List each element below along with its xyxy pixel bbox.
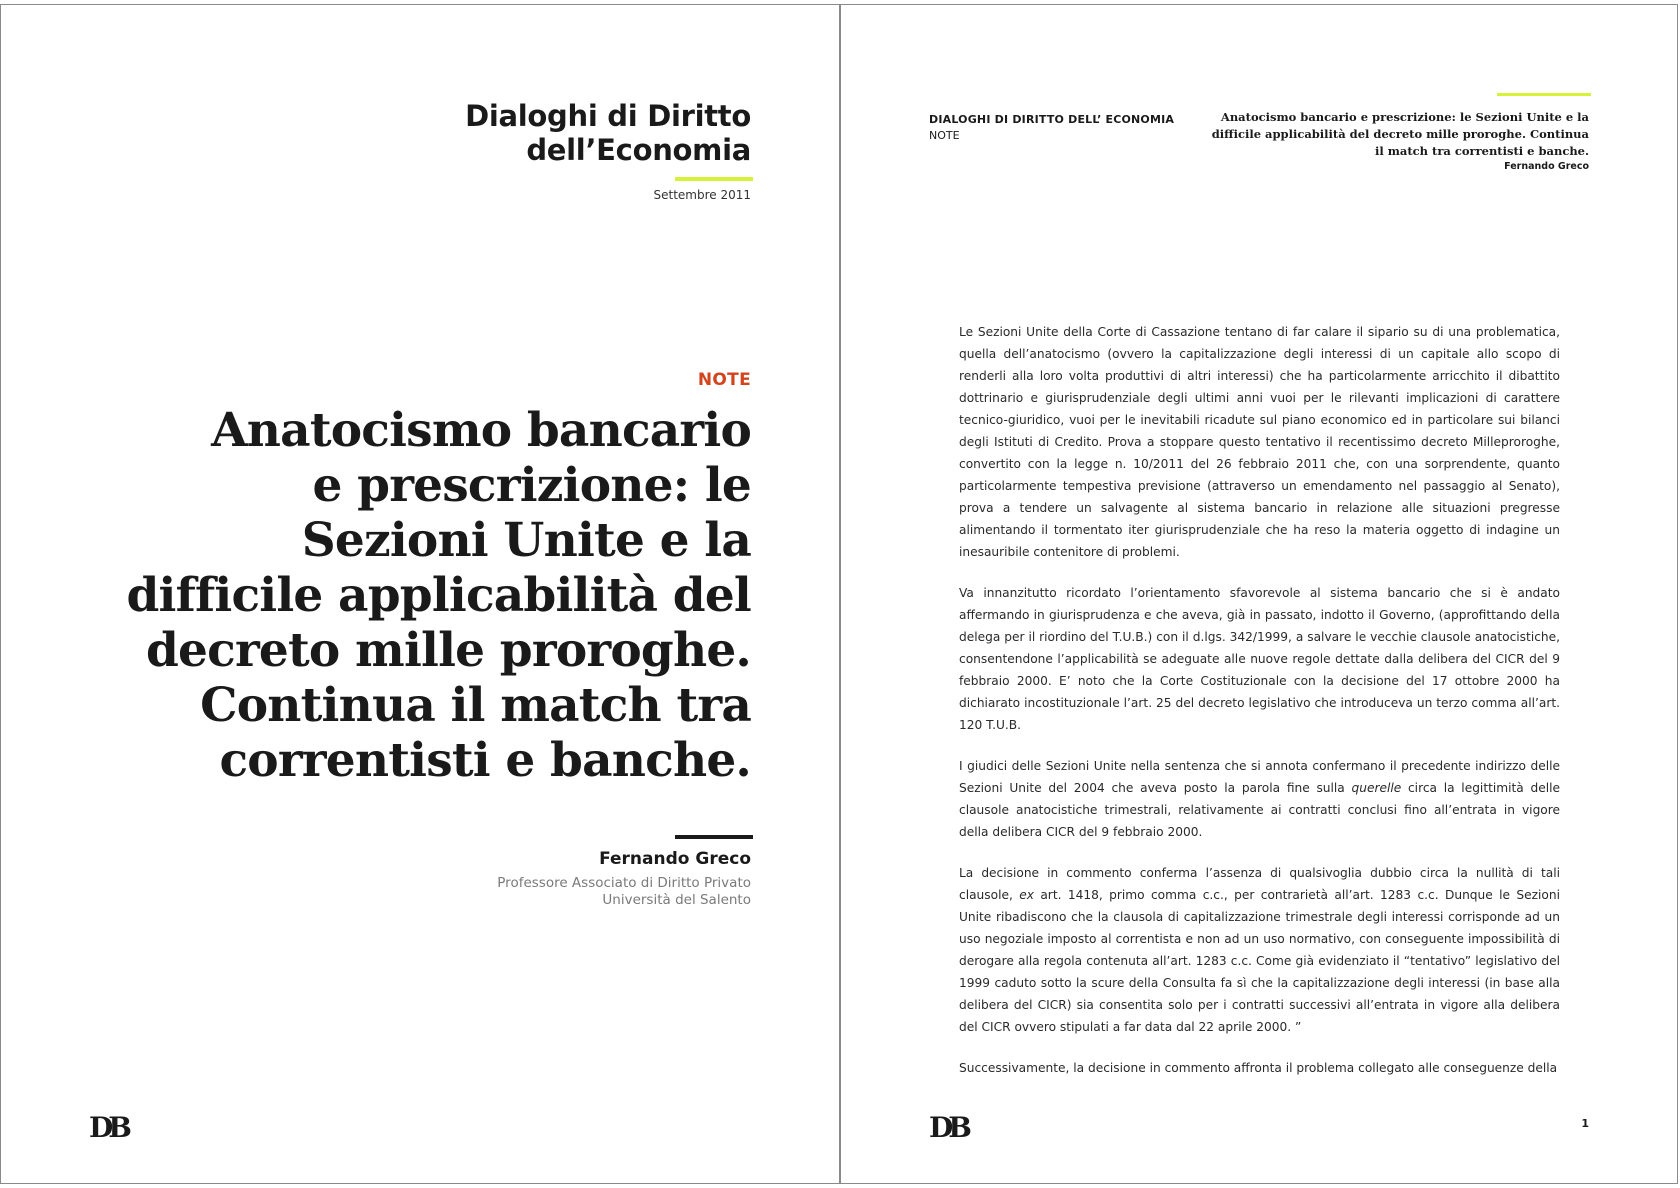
accent-divider <box>1497 93 1591 96</box>
body-paragraph: Successivamente, la decisione in commento affronta il problema collegato alle conseguenze della <box>959 1061 1558 1075</box>
body-paragraph: I giudici delle Sezioni Unite nella sentenza che si annota confermano il precedente indirizzo delle Sezioni Unite del 2004 che aveva posto la parola fine sulla querelle circa la legittimità delle clausole anatocistiche trimestrali, relativamente ai contratti conclusi fino all’entrata in vigore della delibera CICR del 9 febbraio 2000. <box>959 759 1561 839</box>
article-title-line: e prescrizione: le <box>312 458 751 513</box>
issue-date: Settembre 2011 <box>653 188 751 202</box>
author-affiliation <box>497 875 751 909</box>
italic-term: ex <box>1019 888 1034 902</box>
article-title-line: decreto mille proroghe. <box>145 623 751 678</box>
journal-title-line-2: dell’Economia <box>526 133 751 167</box>
author-name: Fernando Greco <box>599 849 751 869</box>
body-paragraph: Va innanzitutto ricordato l’orientamento sfavorevole al sistema bancario che si è andato affermando in giurisprudenza e che aveva, già in passato, indotto il Governo, (approfittando della delega per il riordino del T.U.B.) con il d.lgs. 342/1999, a salvare le vecchie clausole anatocistiche, consentendone l’applicabilità se adeguate alle nuove regole dettate dalla delibera del CICR del 9 febbraio 2000. E’ noto che la Corte Costituzionale con la decisione del 17 ottobre 2000 ha dichiarato incostituzionale l’art. 25 del decreto legislativo che introduceva un terzo comma all’art. 120 T.U.B. <box>959 586 1560 732</box>
article-title-line: Anatocismo bancario <box>211 403 751 458</box>
article-title-line: difficile applicabilità del <box>126 568 751 623</box>
running-header-author: Fernando Greco <box>1504 161 1589 172</box>
article-page <box>840 4 1678 1184</box>
running-header-title: Anatocismo bancario e prescrizione: le Sezioni Unite e la difficile applicabilità del decreto mille proroghe. Continua il match tra correntisti e banche. <box>1211 110 1589 158</box>
accent-divider <box>675 177 753 181</box>
article-title-line: correntisti e banche. <box>219 733 751 788</box>
cover-page <box>0 4 840 1184</box>
running-header-section: NOTE <box>929 129 960 142</box>
body-paragraph: Le Sezioni Unite della Corte di Cassazione tentano di far calare il sipario su di una problematica, quella dell’anatocismo (ovvero la capitalizzazione degli interessi di un capitale allo scopo di renderli alla loro volta produttivi di altri interessi) che ha particolarmente arricchito il dibattito dottrinario e giurisprudenziale degli ultimi anni vuoi per le rilevanti implicazioni di carattere tecnico-giuridico, vuoi per le inevitabili ricadute sul piano economico ed in particolare sui bilanci degli Istituti di Credito. Prova a stoppare questo tentativo il recentissimo decreto Milleproroghe, convertito con la legge n. 10/2011 del 26 febbraio 2011 che, con una sorprendente, quanto particolarmente tempestiva previsione (attraverso un emendamento nel passaggio al Senato), prova a tendere un salvagente al sistema bancario in relazione alle situazioni pregresse alimentando il tormentato iter giurisprudenziale che ha reso la materia oggetto di indagine un inesauribile contenitore di problemi. <box>959 325 1560 559</box>
body-paragraph: La decisione in commento conferma l’assenza di qualsivoglia dubbio circa la nullità di tali clausole, ex art. 1418, primo comma c.c., per contrarietà all’art. 1283 c.c. Dunque le Sezioni Unite ribadiscono che la clausola di capitalizzazione trimestrale degli interessi corrisponde ad un uso negoziale imposto al correntista e non ad un uso normativo, con conseguente impossibilità di derogare alla regola contenuta all’art. 1283 c.c. Come già evidenziato il “tentativo” legislativo del 1999 caduto sotto la scure della Consulta fa sì che la capitalizzazione degli interessi (in base alla delibera del CICR) sia consentita solo per i contratti successivi all’entrata in vigore alla delibera del CICR ovvero stipulati a far data dal 22 aprile 2000. ” <box>959 866 1560 1034</box>
page-number: 1 <box>1581 1117 1589 1130</box>
article-title <box>111 403 751 788</box>
article-body <box>959 321 1560 1098</box>
running-header-journal: DIALOGHI DI DIRITTO DELL’ ECONOMIA <box>929 113 1175 126</box>
db-logo: DB <box>929 1111 967 1144</box>
db-logo: DB <box>89 1111 127 1144</box>
article-title-line: Continua il match tra <box>200 678 751 733</box>
author-role-line: Università del Salento <box>602 892 751 908</box>
section-label: NOTE <box>697 370 751 390</box>
journal-title <box>465 99 751 167</box>
author-divider <box>675 835 753 839</box>
italic-term: querelle <box>1351 781 1402 795</box>
author-role-line: Professore Associato di Diritto Privato <box>497 875 751 891</box>
article-title-line: Sezioni Unite e la <box>301 513 751 568</box>
journal-title-line-1: Dialoghi di Diritto <box>465 99 751 133</box>
